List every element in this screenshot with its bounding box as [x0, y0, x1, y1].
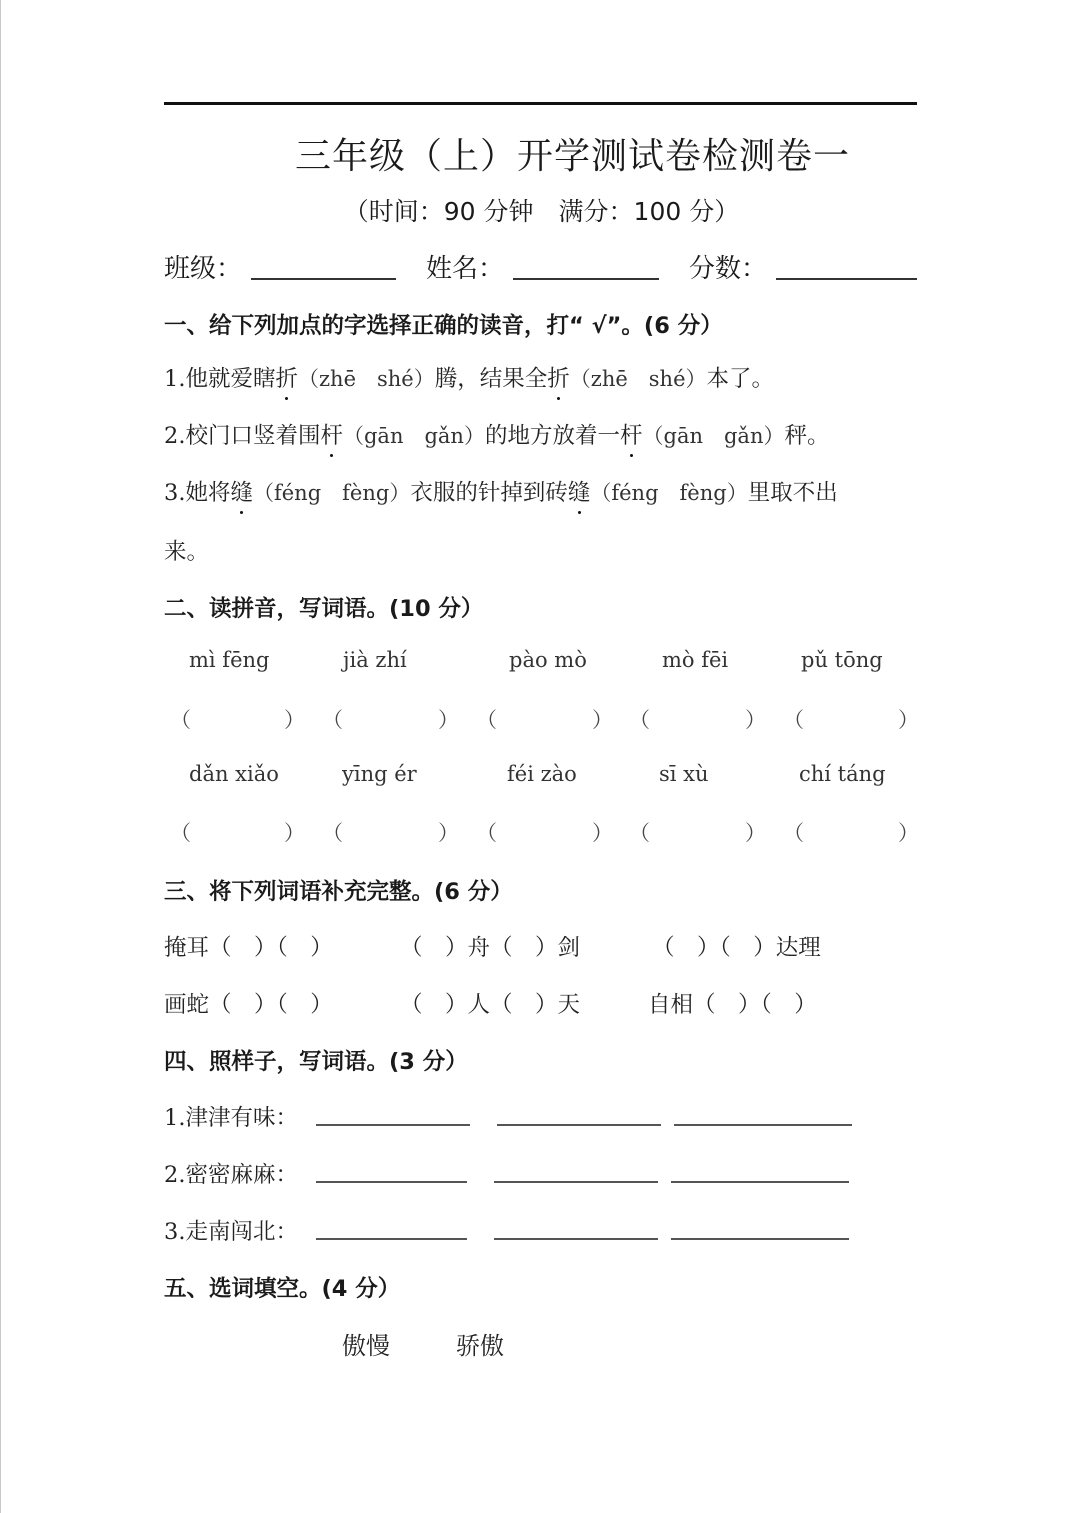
- score-blank[interactable]: [776, 278, 917, 280]
- item-text: 衣服的针掉到砖: [410, 480, 568, 506]
- answer-line[interactable]: [671, 1218, 849, 1240]
- answer-paren-close: ）: [438, 821, 459, 845]
- pinyin-word: mò fēi: [662, 648, 729, 672]
- answer-paren-close: ）: [745, 821, 766, 845]
- dotted-char: 杆: [620, 418, 643, 450]
- item-text: 腾，结果全: [434, 366, 548, 392]
- name-blank[interactable]: [513, 278, 659, 280]
- class-blank[interactable]: [251, 278, 396, 280]
- answer-paren-close: ）: [284, 821, 305, 845]
- answer-line[interactable]: [671, 1161, 849, 1183]
- item-text: 秤。: [784, 423, 830, 449]
- answer-paren-close: ）: [745, 708, 766, 732]
- section1-continuation: 来。: [164, 539, 210, 565]
- section2-heading: 二、读拼音，写词语。(10 分）: [164, 596, 484, 622]
- section1-item-2: [164, 418, 830, 450]
- pinyin-word: yīng ér: [342, 762, 417, 786]
- answer-line[interactable]: [494, 1218, 658, 1240]
- student-info-row: [164, 248, 917, 284]
- dotted-char: 缝: [230, 475, 253, 507]
- header-rule: [164, 102, 917, 105]
- idiom-blank[interactable]: 自相（ ）（ ）: [648, 992, 817, 1018]
- item-text: 3.她将: [164, 480, 231, 506]
- answer-paren-open: （: [476, 821, 497, 845]
- answer-line[interactable]: [497, 1104, 661, 1126]
- pinyin-word: mì fēng: [189, 648, 270, 672]
- item-text: 的地方放着一: [484, 423, 620, 449]
- answer-paren-open: （: [783, 708, 804, 732]
- answer-paren-close: ）: [284, 708, 305, 732]
- word-choice: 骄傲: [456, 1332, 504, 1360]
- answer-line[interactable]: [316, 1104, 470, 1126]
- pinyin-options[interactable]: （gān gǎn）: [642, 424, 785, 448]
- section1-item-3: [164, 475, 838, 507]
- answer-paren-open: （: [783, 821, 804, 845]
- answer-line[interactable]: [316, 1218, 467, 1240]
- example-word: 1.津津有味：: [164, 1105, 298, 1131]
- section4-heading: 四、照样子，写词语。(3 分）: [164, 1049, 468, 1075]
- pinyin-word: féi zào: [507, 762, 577, 786]
- pinyin-word: pǔ tōng: [801, 648, 883, 672]
- pinyin-word: sī xù: [659, 762, 709, 786]
- answer-paren-open: （: [629, 821, 650, 845]
- answer-paren-open: （: [476, 708, 497, 732]
- pinyin-options[interactable]: （féng fèng）: [590, 481, 748, 505]
- pinyin-options[interactable]: （féng fèng）: [252, 481, 411, 505]
- section5-heading: 五、选词填空。(4 分）: [164, 1276, 401, 1302]
- dotted-char: 杆: [320, 418, 343, 450]
- answer-paren-close: ）: [592, 821, 613, 845]
- exam-info: （时间：90 分钟 满分：100 分）: [343, 197, 740, 226]
- answer-paren-open: （: [170, 821, 191, 845]
- item-text: 里取不出: [747, 480, 838, 506]
- name-label: 姓名：: [426, 254, 505, 284]
- answer-paren-close: ）: [898, 708, 919, 732]
- item-text: 2.校门口竖着围: [164, 423, 321, 449]
- answer-paren-open: （: [322, 708, 343, 732]
- dotted-char: 缝: [568, 475, 591, 507]
- idiom-blank[interactable]: （ ）（ ）达理: [652, 935, 821, 961]
- section1-heading: 一、给下列加点的字选择正确的读音，打“ √”。(6 分）: [164, 313, 723, 339]
- pinyin-options[interactable]: （zhē shé）: [297, 367, 435, 391]
- page-title: 三年级（上）开学测试卷检测卷一: [294, 136, 850, 177]
- answer-line[interactable]: [494, 1161, 658, 1183]
- answer-paren-open: （: [170, 708, 191, 732]
- item-text: 1.他就爱瞎: [164, 366, 276, 392]
- example-word: 2.密密麻麻：: [164, 1162, 298, 1188]
- pinyin-word: dǎn xiǎo: [189, 762, 279, 786]
- score-label: 分数：: [689, 254, 768, 284]
- idiom-blank[interactable]: （ ）人（ ）天: [400, 992, 581, 1018]
- answer-paren-open: （: [629, 708, 650, 732]
- pinyin-word: pào mò: [509, 648, 587, 672]
- pinyin-options[interactable]: （zhē shé）: [569, 367, 707, 391]
- idiom-blank[interactable]: 掩耳（ ）（ ）: [164, 935, 333, 961]
- answer-line[interactable]: [316, 1161, 467, 1183]
- idiom-blank[interactable]: （ ）舟（ ）剑: [400, 935, 581, 961]
- pinyin-word: jià zhí: [343, 648, 407, 672]
- pinyin-word: chí táng: [799, 762, 886, 786]
- example-word: 3.走南闯北：: [164, 1219, 298, 1245]
- answer-paren-open: （: [322, 821, 343, 845]
- idiom-blank[interactable]: 画蛇（ ）（ ）: [164, 992, 333, 1018]
- answer-line[interactable]: [674, 1104, 852, 1126]
- item-text: 本了。: [706, 366, 775, 392]
- dotted-char: 折: [275, 361, 298, 393]
- dotted-char: 折: [547, 361, 570, 393]
- word-choice: 傲慢: [342, 1332, 390, 1360]
- answer-paren-close: ）: [898, 821, 919, 845]
- answer-paren-close: ）: [438, 708, 459, 732]
- answer-paren-close: ）: [592, 708, 613, 732]
- section1-item-1: [164, 361, 774, 393]
- class-label: 班级：: [164, 254, 243, 284]
- pinyin-options[interactable]: （gān gǎn）: [342, 424, 485, 448]
- section3-heading: 三、将下列词语补充完整。(6 分）: [164, 879, 513, 905]
